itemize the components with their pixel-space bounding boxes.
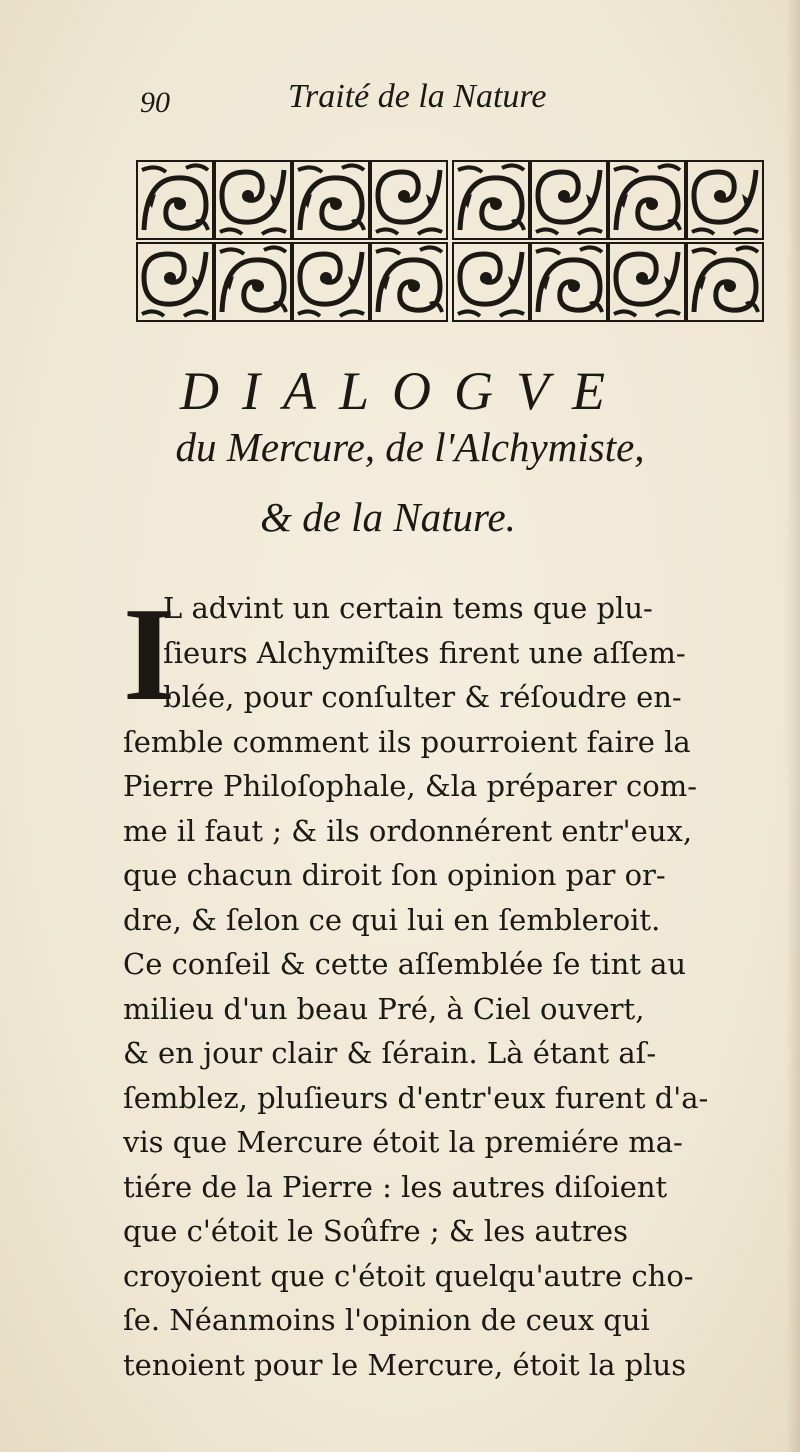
text-line: L advint un certain tems que plu- [163, 591, 653, 625]
text-line: ſemblez, pluſieurs d'entr'eux furent d'a- [123, 1080, 709, 1115]
drop-cap-initial: I [123, 580, 176, 728]
text-line: blée, pour conſulter & réſoudre en- [163, 680, 682, 714]
text-line: tiére de la Pierre : les autres diſoient [123, 1169, 668, 1204]
text-line: dre, & ſelon ce qui lui en ſembleroit. [123, 902, 661, 937]
body-text [123, 580, 763, 1387]
text-line: ſe. Néanmoins l'opinion de ceux qui [123, 1303, 650, 1337]
text-line: vis que Mercure étoit la premiére ma- [123, 1125, 683, 1159]
page-edge-shadow [786, 0, 800, 1452]
page-number: 90 [140, 86, 170, 119]
text-line: croyoient que c'étoit quelqu'autre cho- [123, 1258, 694, 1293]
dialogue-title: DIALOGVE [180, 361, 628, 421]
text-line: me il faut ; & ils ordonnérent entr'eux, [123, 813, 693, 848]
text-line: & en jour clair & ſérain. Là étant aſ- [123, 1036, 657, 1070]
text-line: Ce conſeil & cette aſſemblée ſe tint au [123, 947, 687, 981]
text-line: Pierre Philoſophale, &la préparer com- [123, 769, 697, 803]
ornament-band-icon [136, 160, 766, 325]
text-line: que chacun diroit ſon opinion par or- [123, 858, 666, 892]
subtitle-line-2: & de la Nature. [260, 494, 516, 540]
text-line: tenoient pour le Mercure, étoit la plus [123, 1347, 687, 1382]
text-line: ſieurs Alchymiſtes firent une aſſem- [163, 635, 686, 670]
text-line: que c'étoit le Soûfre ; & les autres [123, 1214, 628, 1248]
decorative-headpiece [136, 160, 766, 325]
subtitle-line-1: du Mercure, de l'Alchymiste, [175, 424, 645, 470]
running-title: Traité de la Nature [288, 78, 547, 115]
text-line: ſemble comment ils pourroient faire la [123, 724, 691, 759]
text-line: milieu d'un beau Pré, à Ciel ouvert, [123, 991, 645, 1026]
running-head [140, 78, 760, 128]
